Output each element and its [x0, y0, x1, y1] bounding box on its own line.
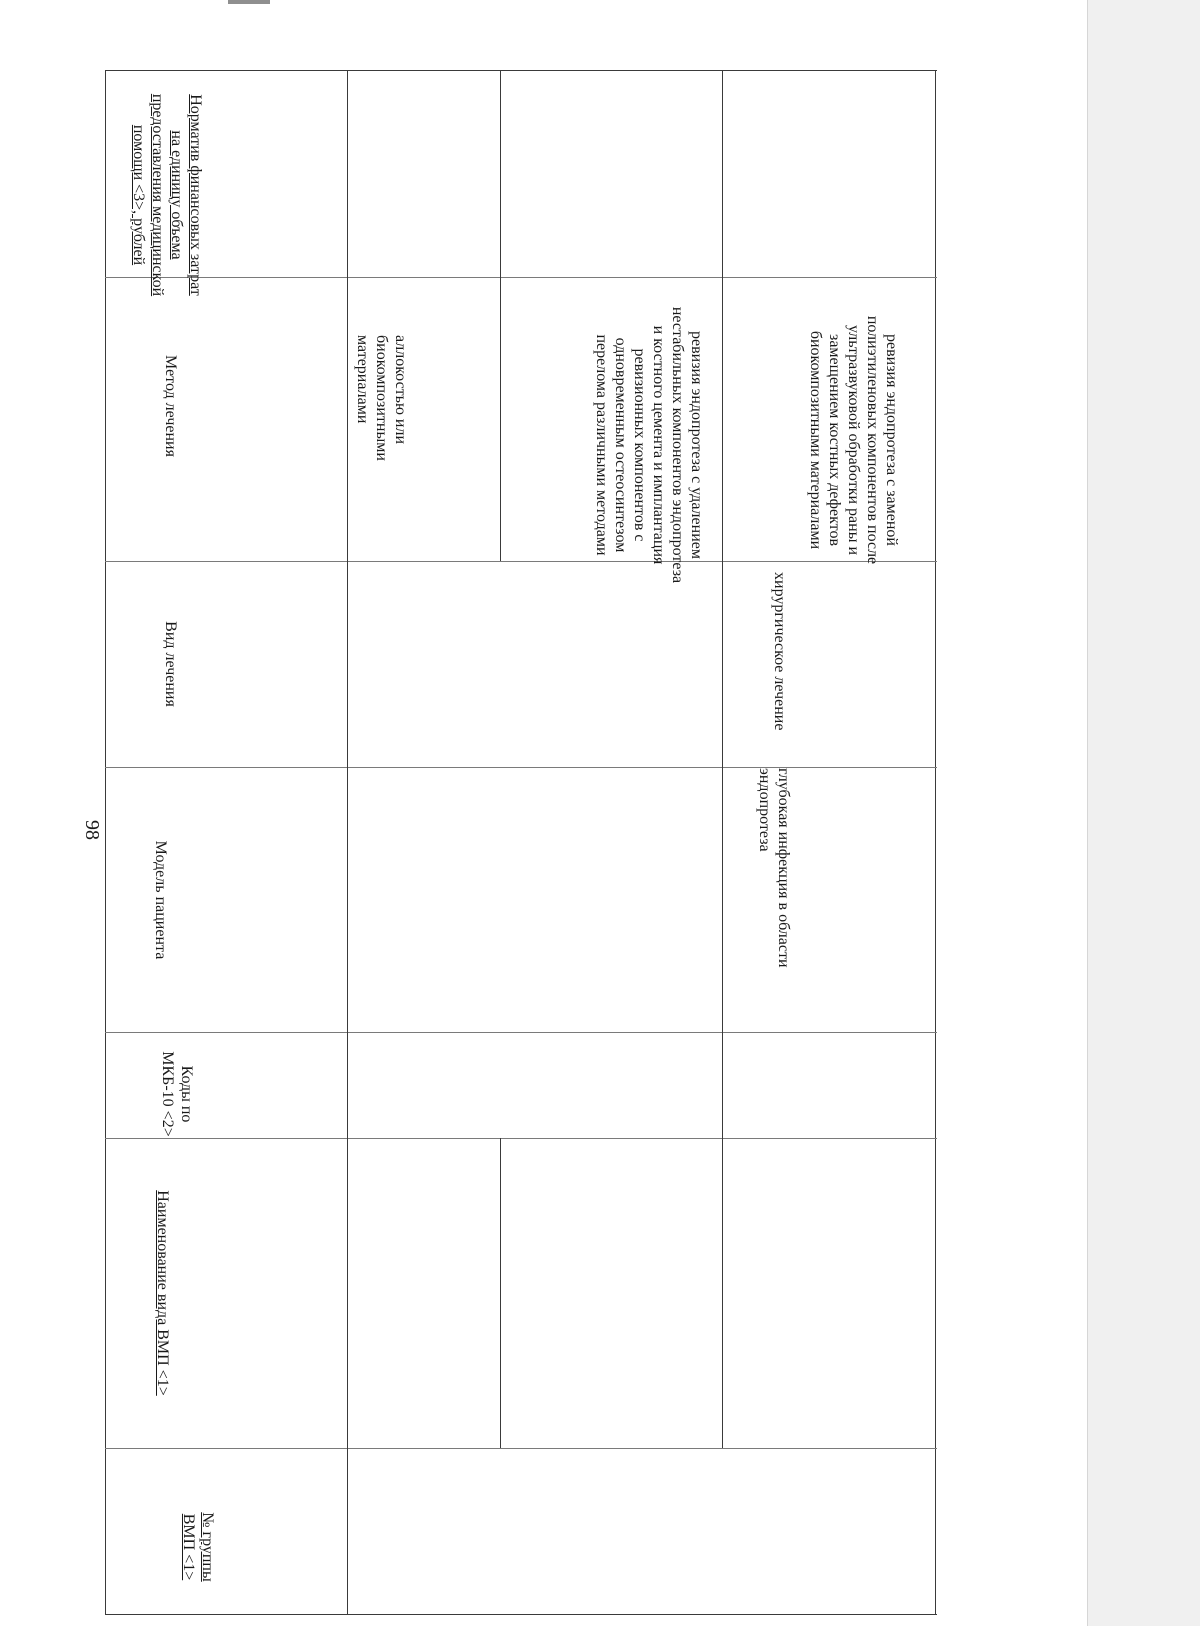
column-divider	[105, 767, 937, 768]
row3-treatment-method: ревизия эндопротеза с заменой полиэтиленовых компонентов после ультразвуковой обработки раны и замещением костных дефектов биокомпозитными материалами	[807, 315, 900, 565]
header-treatment-type: Вид лечения	[162, 621, 179, 707]
row1-treatment-method: аллокостью или биокомпозитными материалами	[354, 335, 409, 461]
header-group-no: № группы ВМП <1>	[180, 1512, 216, 1582]
header-icd-codes: Коды по МКБ-10 <2>	[159, 1051, 195, 1137]
scanner-margin-strip	[1087, 0, 1200, 1626]
row2-treatment-method: ревизия эндопротеза с удалением нестабильных компонентов эндопротеза и костного цемента и имплантация ревизионных компонентов с одновременным остеосинтезом перелома различными методами	[593, 306, 705, 584]
table-border-top	[105, 70, 937, 71]
header-treatment-method: Метод лечения	[162, 355, 179, 457]
document-table	[105, 70, 937, 1615]
header-patient-model: Модель пациента	[152, 840, 169, 960]
row3-treatment-type: хирургическое лечение	[771, 572, 788, 731]
header-vmp-name: Наименование вида ВМП <1>	[154, 1190, 171, 1396]
row-divider	[347, 70, 348, 1615]
column-divider	[105, 1032, 937, 1033]
column-divider	[105, 1138, 937, 1139]
row-divider	[500, 1138, 501, 1448]
column-divider	[105, 277, 937, 278]
row-divider	[500, 277, 501, 561]
table-border-left	[105, 70, 106, 1615]
page-number: 98	[81, 820, 103, 840]
table-border-bottom	[105, 1614, 937, 1615]
column-divider	[105, 1448, 937, 1449]
row-divider	[500, 70, 501, 277]
row3-patient-model: глубокая инфекция в области эндопротеза	[756, 768, 792, 968]
table-border-right	[935, 70, 936, 1615]
scan-artifact	[228, 0, 270, 4]
row-divider	[722, 70, 723, 1448]
header-cost-norm: Норматив финансовых затрат на единицу объема предоставления медицинской помощи <3>, рублей	[130, 93, 204, 297]
